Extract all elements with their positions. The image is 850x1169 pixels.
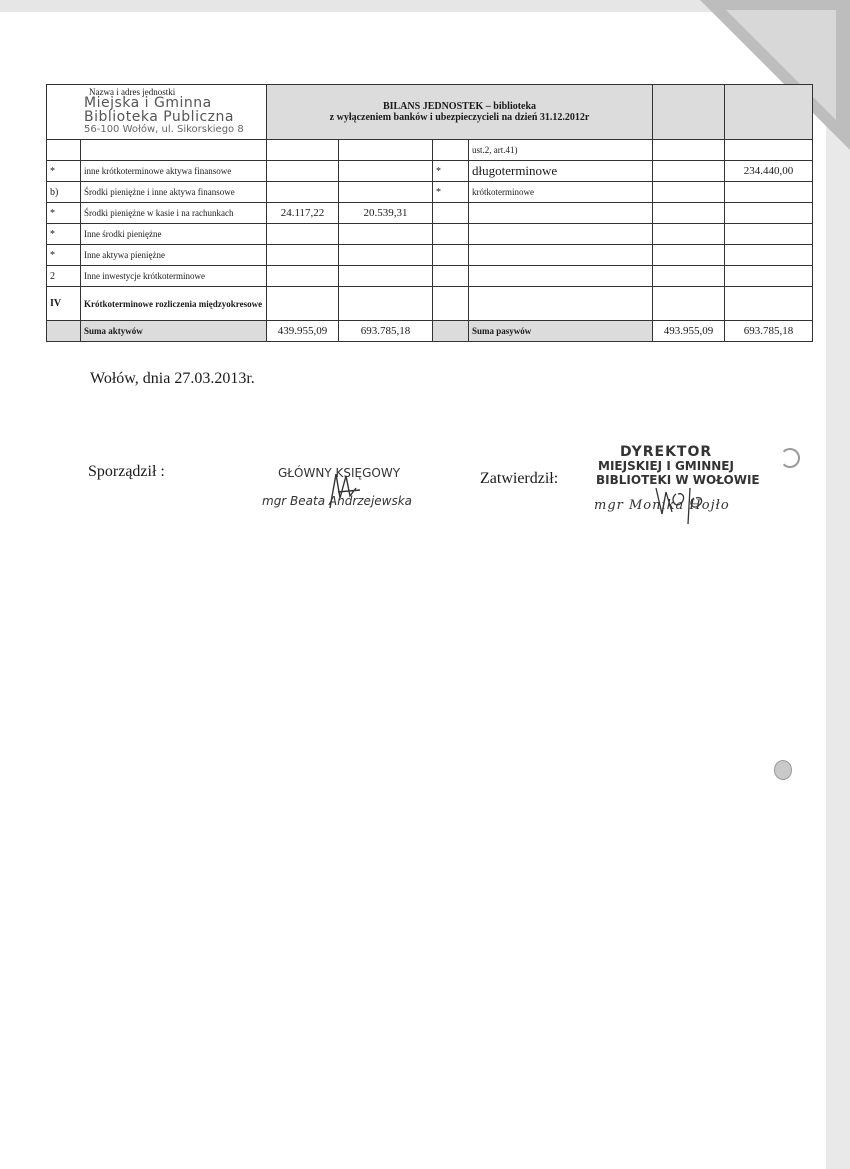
passive-mark [433,224,469,245]
row-value-prev [267,161,339,182]
balance-title: BILANS JEDNOSTEK – biblioteka [382,101,537,112]
row-mark: b) [47,182,81,203]
row-value-curr [339,161,433,182]
row-value-curr [339,224,433,245]
passive-value-prev [653,182,725,203]
passive-value-curr [725,224,813,245]
header-blank-1 [653,85,725,140]
table-row [47,266,813,287]
row-label: Inne środki pieniężne [81,224,267,245]
title-cell [267,85,653,140]
table-row [47,182,813,203]
prepared-stamp-name: mgr Beata Andrzejewska [262,494,413,508]
row-value-curr [339,182,433,203]
unit-label: Nazwa i adres jednostki [89,87,176,97]
approved-signature [650,478,720,528]
row-value-curr [339,287,433,321]
passive-label: krótkoterminowe [469,182,653,203]
prepared-stamp-title: GŁÓWNY KSIĘGOWY [278,466,401,480]
total-assets-label: Suma aktywów [81,321,267,342]
passive-label [469,245,653,266]
table-row [47,245,813,266]
passive-mark [433,245,469,266]
passive-value-prev [653,245,725,266]
prepared-signature [320,468,370,518]
place-date: Wołów, dnia 27.03.2013r. [90,370,255,387]
approved-stamp-line2: MIEJSKIEJ I GMINNEJ [598,459,734,473]
row-value-prev: 24.117,22 [267,203,339,224]
continuation-text: ust.2, art.41) [469,140,653,161]
row-mark: * [47,203,81,224]
passive-mark: * [433,182,469,203]
passive-value-curr [725,287,813,321]
table-row [47,203,813,224]
table-row [47,140,813,161]
row-mark: IV [47,287,81,321]
table-header-row [47,85,813,140]
total-liabilities-prev: 493.955,09 [653,321,725,342]
passive-label [469,224,653,245]
row-mark: 2 [47,266,81,287]
table-row [47,161,813,182]
approved-stamp-line1: DYREKTOR [620,444,713,460]
row-label: Inne inwestycje krótkoterminowe [81,266,267,287]
passive-label [469,203,653,224]
passive-value-curr [725,203,813,224]
row-mark: * [47,224,81,245]
passive-label: długoterminowe [469,161,653,182]
punch-hole-top [780,448,800,468]
passive-value-prev [653,287,725,321]
total-assets-prev: 439.955,09 [267,321,339,342]
row-value-curr: 20.539,31 [339,203,433,224]
passive-value-curr [725,266,813,287]
passive-value-prev [653,224,725,245]
row-value-curr [339,245,433,266]
header-blank-2 [725,85,813,140]
prepared-label: Sporządził : [88,463,165,480]
unit-cell [47,85,267,140]
passive-mark [433,203,469,224]
scan-right-edge [826,0,850,1169]
row-label: Krótkoterminowe rozliczenia międzyokresowe [81,287,267,321]
total-liabilities-label: Suma pasywów [469,321,653,342]
total-liabilities-curr: 693.785,18 [725,321,813,342]
passive-value-prev [653,161,725,182]
approved-stamp-name: mgr Monika Hojło [594,498,730,513]
balance-table [46,84,813,342]
passive-value-prev [653,266,725,287]
passive-mark [433,266,469,287]
punch-hole-bottom [774,760,792,780]
table-row [47,287,813,321]
row-value-prev [267,287,339,321]
row-label: Inne aktywa pieniężne [81,245,267,266]
passive-value-curr [725,182,813,203]
row-mark: * [47,245,81,266]
row-value-prev [267,266,339,287]
row-mark: * [47,161,81,182]
passive-value-curr [725,245,813,266]
row-value-prev [267,224,339,245]
passive-mark: * [433,161,469,182]
row-value-prev [267,245,339,266]
passive-mark [433,287,469,321]
passive-label [469,266,653,287]
row-value-prev [267,182,339,203]
total-row [47,321,813,342]
passive-value-curr: 234.440,00 [725,161,813,182]
approved-stamp-line3: BIBLIOTEKI W WOŁOWIE [596,473,760,487]
balance-subtitle: z wyłączeniem banków i ubezpieczycieli na dzień 31.12.2012r [329,112,590,123]
total-assets-curr: 693.785,18 [339,321,433,342]
row-label: Środki pieniężne i inne aktywa finansowe [81,182,267,203]
unit-stamp-line3: 56-100 Wołów, ul. Sikorskiego 8 [84,123,244,135]
approved-label: Zatwierdził: [480,470,559,487]
row-label: Środki pieniężne w kasie i na rachunkach [81,203,267,224]
row-value-curr [339,266,433,287]
row-label: inne krótkoterminowe aktywa finansowe [81,161,267,182]
passive-label [469,287,653,321]
unit-stamp-line2: Biblioteka Publiczna [84,108,234,125]
passive-value-prev [653,203,725,224]
unit-stamp-line1: Miejska i Gminna [84,94,212,111]
table-row [47,224,813,245]
